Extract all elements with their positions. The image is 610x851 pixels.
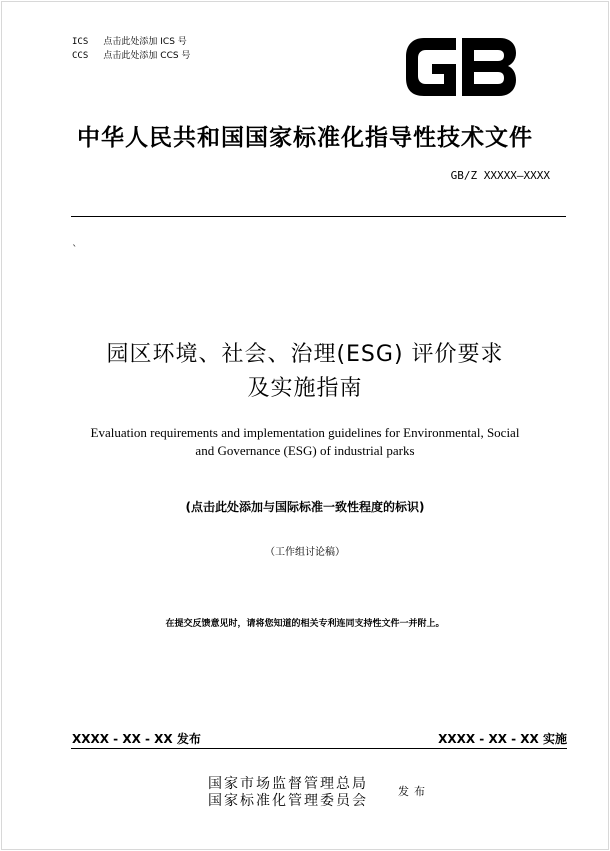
draft-stage-label: （工作组讨论稿） (265, 547, 345, 558)
issue-date: XXXX - XX - XX 发布 (72, 732, 201, 746)
english-title-line2: and Governance (ESG) of industrial parks (195, 443, 415, 458)
issuer-line2: 国家标准化管理委员会 (208, 793, 368, 809)
issuer-line1: 国家市场监督管理总局 (208, 776, 368, 792)
standard-number: GB/Z XXXXX—XXXX (450, 169, 550, 182)
chinese-title-line1: 园区环境、社会、治理(ESG) 评价要求 (106, 342, 504, 367)
ics-label: ICS (72, 37, 89, 47)
issuer-suffix: 发布 (398, 785, 430, 798)
english-title-line1: Evaluation requirements and implementation guidelines for Environmental, Social (90, 425, 520, 440)
ics-line (72, 34, 187, 47)
document-type-heading: 中华人民共和国国家标准化指导性技术文件 (77, 125, 533, 151)
consistency-placeholder[interactable]: (点击此处添加与国际标准一致性程度的标识) (185, 500, 425, 514)
header-divider (71, 216, 566, 217)
ccs-line (72, 48, 190, 61)
patent-notice: 在提交反馈意见时，请将您知道的相关专利连同支持性文件一并附上。 (165, 619, 445, 629)
chinese-title-line2: 及实施指南 (247, 376, 363, 401)
implementation-date: XXXX - XX - XX 实施 (438, 732, 567, 746)
footer-divider (71, 748, 567, 749)
ccs-placeholder[interactable]: 点击此处添加 CCS 号 (103, 51, 191, 61)
ics-placeholder[interactable]: 点击此处添加 ICS 号 (103, 37, 187, 47)
stray-mark: ` (72, 243, 78, 256)
gb-logo (402, 34, 520, 100)
ccs-label: CCS (72, 51, 89, 61)
